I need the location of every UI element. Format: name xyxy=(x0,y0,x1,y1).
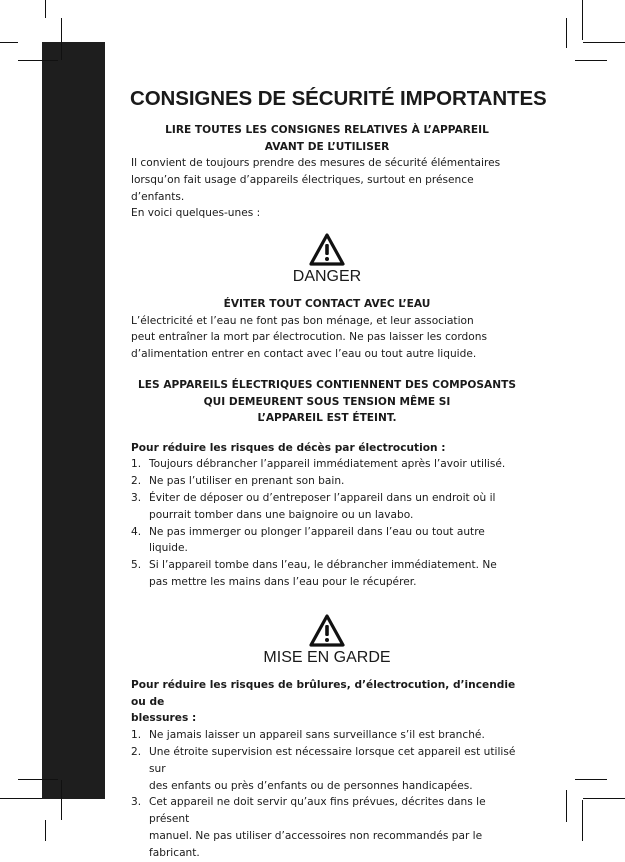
caution-heading: Pour réduire les risques de brûlures, d’électrocution, d’incendie ou de blessures : xyxy=(131,678,516,725)
danger-label: DANGER xyxy=(292,268,362,286)
list-item: 1. Toujours débrancher l’appareil immédiatement après l’avoir utilisé. xyxy=(131,458,506,471)
page-title: CONSIGNES DE SÉCURITÉ IMPORTANTES xyxy=(130,87,547,110)
intro-paragraph: Il convient de toujours prendre des mesures de sécurité élémentaires lorsqu’on fait usage d’appareils électriques, surtout en présence d’enfants. En voici quelques-unes : xyxy=(131,157,501,220)
read-all-notice: LIRE TOUTES LES CONSIGNES RELATIVES À L’APPAREIL AVANT DE L’UTILISER xyxy=(165,124,489,153)
list-item: 4. Ne pas immerger ou plonger l’appareil dans l’eau ou tout autre liquide. xyxy=(131,525,485,555)
list-item: 3. Cet appareil ne doit servir qu’aux fins prévues, décrites dans le présent manuel. Ne pas utiliser d’accessoires non recommandés par le fabricant. xyxy=(131,796,486,859)
danger-paragraph: L’électricité et l’eau ne font pas bon ménage, et leur association peut entraîner la mort par électrocution. Ne pas laisser les cordons d’alimentation entrer en contact avec l’eau ou tout autre liquide. xyxy=(131,314,487,361)
electrocution-heading: Pour réduire les risques de décès par électrocution : xyxy=(131,441,446,454)
electrocution-list xyxy=(131,456,523,590)
caution-block xyxy=(131,613,523,667)
list-item: 2. Une étroite supervision est nécessaire lorsque cet appareil est utilisé sur des enfants ou près d’enfants ou de personnes handicapées. xyxy=(131,745,516,792)
caution-label: MISE EN GARDE xyxy=(263,648,391,666)
warning-triangle-icon xyxy=(308,232,346,268)
list-item: 1. Ne jamais laisser un appareil sans surveillance s’il est branché. xyxy=(131,729,485,742)
warning-triangle-icon xyxy=(308,613,346,649)
side-tab-bar xyxy=(42,42,105,799)
safety-instructions xyxy=(130,86,547,862)
danger-heading: ÉVITER TOUT CONTACT AVEC L’EAU xyxy=(223,298,431,311)
list-item: 2. Ne pas l’utiliser en prenant son bain. xyxy=(131,475,345,488)
caution-list xyxy=(131,727,523,861)
list-item: 3. Éviter de déposer ou d’entreposer l’appareil dans un endroit où il pourrait tomber dans une baignoire ou un lavabo. xyxy=(131,491,496,521)
danger-block xyxy=(131,232,523,286)
components-notice: LES APPAREILS ÉLECTRIQUES CONTIENNENT DES COMPOSANTS QUI DEMEURENT SOUS TENSION MÊME SI L’APPAREIL EST ÉTEINT. xyxy=(138,379,516,425)
list-item: 5. Si l’appareil tombe dans l’eau, le débrancher immédiatement. Ne pas mettre les mains dans l’eau pour le récupérer. xyxy=(131,559,497,588)
